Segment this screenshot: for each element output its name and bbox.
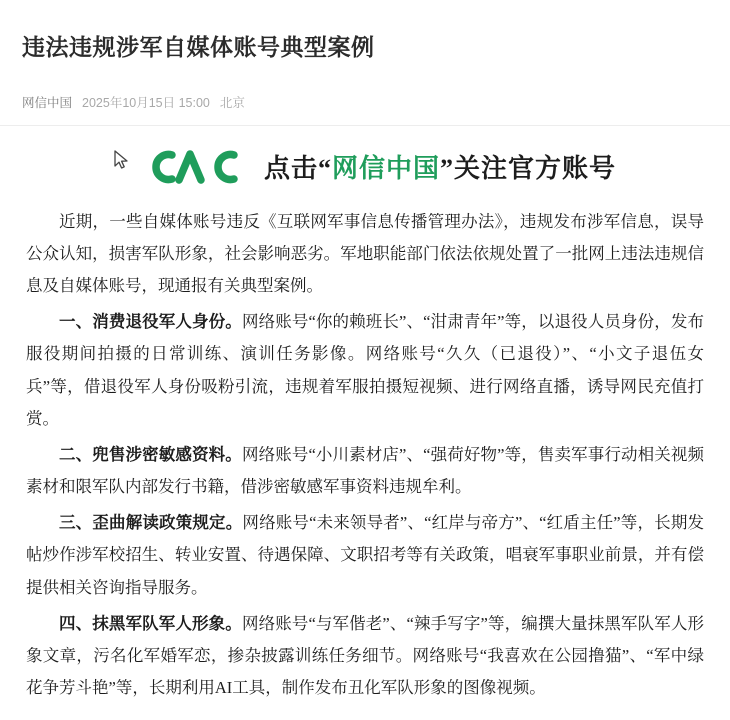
paragraph-text: 网络账号“小川素材店”、“强荷好物”等，售卖军事行动相关视频素材和限军队内部发行书籍，借涉密敏感军事资料违规牟利。 [26,444,705,497]
paragraph-intro [26,206,704,303]
article-page [0,15,730,720]
meta-location: 北京 [219,95,245,110]
paragraph-lead: 三、歪曲解读政策规定。 [59,513,243,533]
paragraph-case-1 [26,306,704,435]
paragraph-text: 近期，一些自媒体账号违反《互联网军事信息传播管理办法》，违规发布涉军信息，误导公众认知，损害军队形象，社会影响恶劣。军地职能部门依法依规处置了一批网上违法违规信息及自媒体账号，现通报有关典型案例。 [26,211,704,296]
paragraph-case-2 [26,439,704,503]
cac-logo-icon [140,144,252,190]
meta-datetime: 2025年10月15日 15:00 [82,95,210,110]
page-title: 违法违规涉军自媒体账号典型案例 [22,35,375,61]
meta-source[interactable]: 网信中国 [22,95,73,110]
paragraph-text: 网络账号“与军偕老”、“辣手写字”等，编撰大量抹黑军队军人形象文章，污名化军婚军恋，掺杂披露训练任务细节。网络账号“我喜欢在公园撸猫”、“军中绿花争芳斗艳”等，长期利用AI工具，制作发布丑化军队形象的图像视频。 [26,613,705,698]
paragraph-text: 网络账号“你的赖班长”、“泔肃青年”等，以退役人员身份，发布服役期间拍摄的日常训练、演训任务影像。网络账号“久久（已退役）”、“小文子退伍女兵”等，借退役军人身份吸粉引流，违规着军服拍摄短视频、进行网络直播，诱导网民充值打赏。 [26,312,705,428]
paragraph-text: 网络账号“未来领导者”、“红岸与帝方”、“红盾主任”等，长期发帖炒作涉军校招生、转业安置、待遇保障、文职招考等有关政策，唱衰军事职业前景，并有偿提供相关咨询指导服务。 [26,513,704,597]
banner-text [264,148,616,185]
banner-text-before: 点击“ [263,154,332,184]
paragraph-case-3 [26,507,704,604]
banner-text-after: ”关注官方账号 [440,154,617,184]
follow-banner[interactable] [0,126,730,200]
banner-text-highlight: 网信中国 [331,154,440,184]
paragraph-lead: 一、消费退役军人身份。 [59,312,242,332]
paragraph-lead: 二、兜售涉密敏感资料。 [59,444,242,464]
article-body [0,200,730,705]
mouse-cursor-icon [114,150,130,170]
article-meta [0,79,730,111]
paragraph-lead: 四、抹黑军队军人形象。 [59,613,242,633]
paragraph-case-4 [26,608,704,705]
